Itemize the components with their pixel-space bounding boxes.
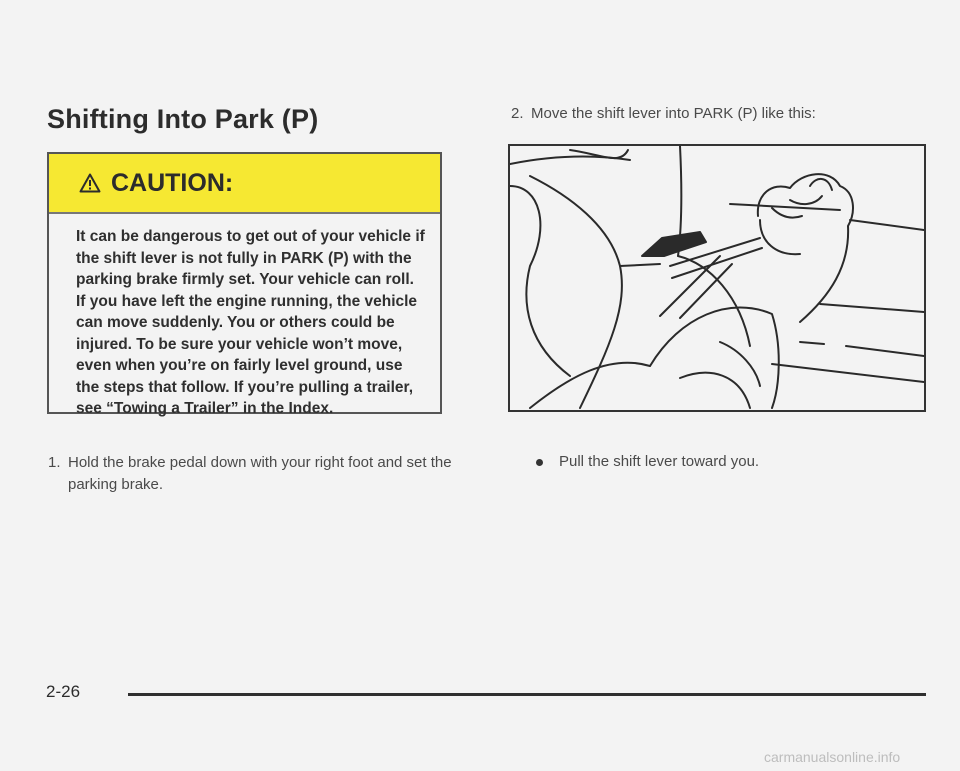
step-text: Hold the brake pedal down with your right foot and set the parking brake. [68,454,452,493]
watermark: carmanualsonline.info [764,749,901,765]
step-number: 1. [48,454,61,471]
page-title: Shifting Into Park (P) [47,104,319,134]
step-2 [511,103,931,125]
caution-header [49,154,440,214]
bullet-item [536,451,926,473]
shift-lever-figure [508,144,926,412]
warning-triangle-icon [79,173,101,193]
shift-lever-illustration [510,146,924,410]
step-number: 2. [511,105,524,122]
step-1 [48,452,468,496]
step-text: Move the shift lever into PARK (P) like this: [531,105,816,122]
page-number: 2-26 [46,682,81,701]
bullet-dot-icon [536,459,543,466]
caution-text: It can be dangerous to get out of your vehicle if the shift lever is not fully in PARK (P) with the parking brake firmly set. Your vehicle can roll. If you have left the engine running, the vehicle can move suddenly. You or others could be injured. To be sure your vehicle won’t move, even when you’re on fairly level ground, use the steps that follow. If you’re pulling a trailer, see “Towing a Trailer” in the Index. [76,228,425,417]
bullet-text: Pull the shift lever toward you. [559,453,760,470]
footer-rule [128,693,926,696]
caution-title: CAUTION: [111,168,234,197]
caution-box [47,152,442,417]
